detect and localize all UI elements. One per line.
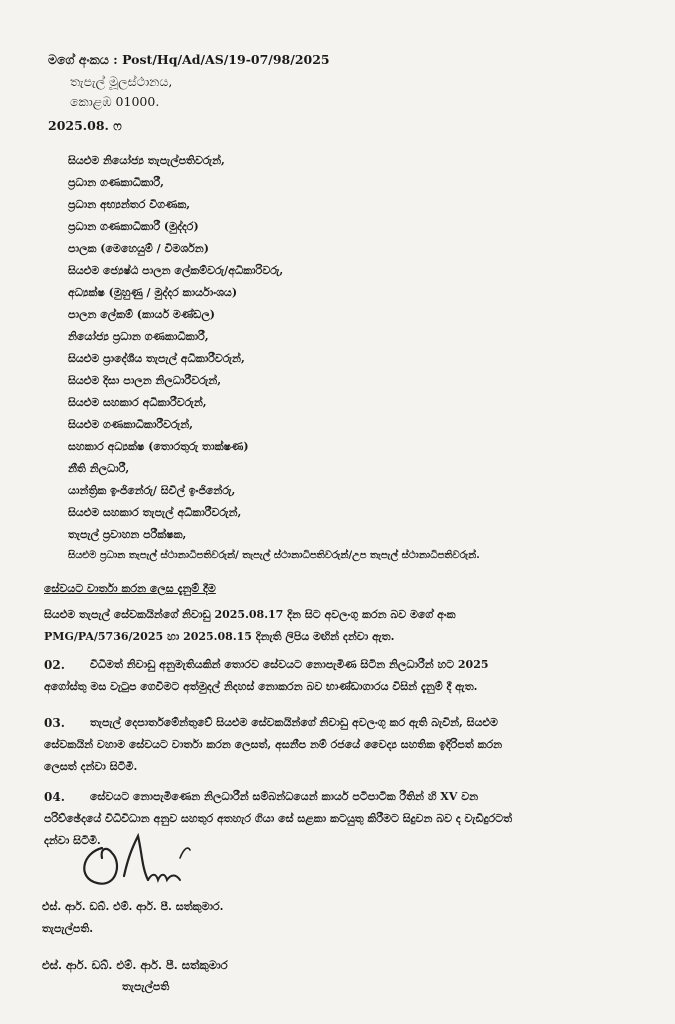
recipient-item: පාලන ලේකම් (කාර්ය මණ්ඩල) [68,308,215,321]
recipient-item: සියළුම දිසා පාලන නිලධාරීවරුන්, [68,374,222,387]
paragraph-number: 02. [44,658,65,672]
recipient-item: පාලක (මෙහෙයුම් / විමර්ශන) [68,242,209,255]
paragraph-1 [44,604,634,648]
paragraph-line: සේවකයින් වහාම සේවයට වාර්තා කරන ලෙසත්, අසනීප නම් රජයේ වෛද්‍ය සහතික ඉදිරිපත් කරන [44,738,503,751]
paragraph-line: දන්වා සිටිමි. [44,834,101,847]
recipient-item: සියළුම නියෝජ්‍ය තැපැල්පතිවරුන්, [68,154,225,167]
stamp-name: එස්. ආර්. ඩබ්. එම්. ආර්. පී. සත්කුමාර [42,958,228,972]
signatory-typed-name: එස්. ආර්. ඩබ්. එම්. ආර්. පී. සත්කුමාර. [42,900,224,913]
paragraph-2 [44,654,636,698]
recipient-item: සියළුම ප්‍රධාන තැපැල් ස්ථානාධිපතිවරුන්/ තැපැල් ස්ථානාධිපතිවරුන්/උප තැපැල් ස්ථානාධිපතිවරුන්. [68,550,480,561]
paragraph-line: පරිච්ඡේදයේ විධිවිධාන අනුව සහතුර අතහැර ගියා සේ සළකා කටයුතු කිරීමට සිදුවන බව ද වැඩිදුරටත් [44,812,513,825]
recipient-item: සියළුම ප්‍රාදේශීය තැපැල් අධිකාරීවරුන්, [68,352,245,365]
recipient-item: තැපැල් ප්‍රවාහන පරීක්ෂක, [68,528,187,541]
subject-heading: සේවයට වාර්තා කරන ලෙස දැනුම් දීම [44,582,216,595]
paragraph-number: 03. [44,716,65,730]
paragraph-line: සේවයට නොපැමිණෙන නිලධාරීන් සම්බන්ධයෙන් කාර්ය පටිපාටික රීතින් හි XV වන [90,790,479,803]
recipient-item: සහකාර අධ්‍යක්ෂ (තොරතුරු තාක්ෂණ) [68,440,249,453]
signatory-typed-title: තැපැල්පති. [42,922,94,935]
recipient-item: ප්‍රධාන ගණකාධිකාරී, [68,176,164,189]
recipient-item: යාන්ත්‍රික ඉංජිනේරු/ සිවිල් ඉංජිනේරු, [68,484,236,497]
paragraph-line: සියළුම තැපැල් සේවකයින්ගේ නිවාඩු 2025.08.17 දින සිට අවලංගු කරන බව මගේ අංක [44,608,456,621]
recipient-item: ප්‍රධාන අභ්‍යන්තර විගණක, [68,198,191,211]
stamp-title: තැපැල්පති [122,980,170,993]
recipient-item: සියළුම සහකාර තැපැල් අධිකාරීවරුන්, [68,506,242,519]
letter-date: 2025.08. ෆ [48,118,122,133]
handwritten-signature [72,818,212,898]
paragraph-line: විධිමත් නිවාඩු අනුමැතියකින් තොරව සේවයට නොපැමිණ සිටින නිලධාරීන් හට 2025 [90,658,489,671]
paragraph-number: 04. [44,790,65,804]
recipient-item: සියළුම ජ්‍යෙෂ්ඨ පාලන ලේකම්වරු/අධිකාරිවරු, [68,264,284,277]
reference-number: මගේ අංකය : Post/Hq/Ad/AS/19-07/98/2025 [48,52,330,67]
paragraph-line: PMG/PA/5736/2025 හා 2025.08.15 දිනැති ලිපිය මඟින් දන්වා ඇත. [44,630,395,643]
recipient-item: සියළුම සහකාර අධිකාරීවරුන්, [68,396,207,409]
paragraph-line: අගෝස්තු මස වැටුප ගෙවීමට අත්මුදල් නිදහස් නොකරන බව භාණ්ඩාගාරය විසින් දැනුම් දී ඇත. [44,680,478,693]
recipient-item: ප්‍රධාන ගණකාධිකාරී (මුද්දර) [68,220,199,233]
city-line: කොළඹ 01000. [70,94,160,109]
recipient-item: අධ්‍යක්ෂ (මුහුණු / මුද්දර කාර්යාංශය) [68,286,238,299]
paragraph-line: ලෙසත් දන්වා සිටිමි. [44,760,138,773]
office-name: තැපැල් මූලස්ථානය, [70,74,173,89]
recipient-item: සියළුම ගණකාධිකාරීවරුන්, [68,418,193,431]
paragraph-line: තැපැල් දෙපාර්තමේන්තුවේ සියළුම සේවකයින්ගේ නිවාඩු අවලංගු කර ඇති බැවින්, සියළුම [90,716,498,729]
recipient-item: නියෝජ්‍ය ප්‍රධාන ගණකාධිකාරී, [68,330,209,343]
recipient-item: නීති නිලධාරී, [68,462,130,475]
